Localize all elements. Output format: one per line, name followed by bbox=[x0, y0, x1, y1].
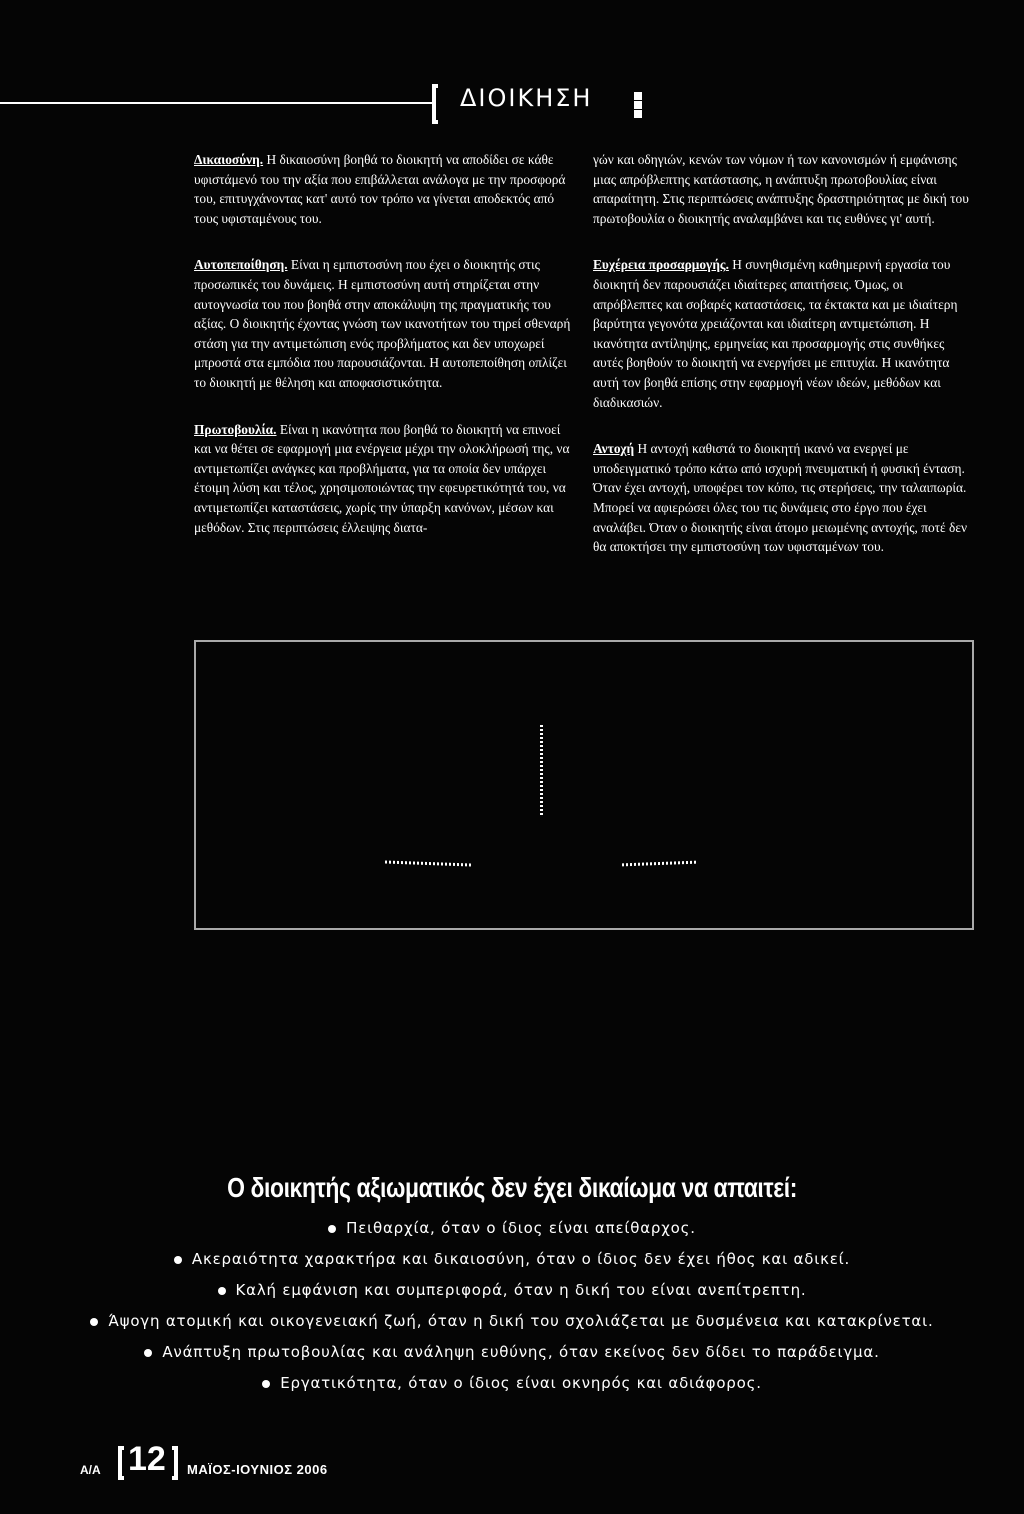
callout-title: Ο διοικητής αξιωματικός δεν έχει δικαίωμα να απαιτεί: bbox=[227, 1172, 797, 1203]
dotted-line-vertical bbox=[540, 725, 543, 815]
list-item-text: Πειθαρχία, όταν ο ίδιος είναι απείθαρχος. bbox=[346, 1219, 696, 1237]
image-frame bbox=[194, 640, 974, 930]
paragraph-term: Δικαιοσύνη. bbox=[194, 152, 264, 167]
list-item-text: Ανάπτυξη πρωτοβουλίας και ανάληψη ευθύνης, όταν εκείνος δεν δίδει το παράδειγμα. bbox=[162, 1343, 880, 1361]
paragraph-term: Αντοχή bbox=[593, 441, 635, 457]
bullet-icon bbox=[218, 1287, 226, 1295]
header-bracket-icon bbox=[432, 84, 438, 124]
section-title: ΔΙΟΙΚΗΣΗ bbox=[460, 84, 593, 112]
left-column bbox=[194, 150, 574, 564]
paragraph-text: Η αντοχή καθιστά το διοικητή ικανό να ενεργεί με υποδειγματικό τρόπο κάτω από ισχυρή πνευματική ή φυσική ένταση. Όταν έχει αντοχή, υποφέρει τον κόπο, τις στερήσεις, την ταλαιπωρία. Μπορεί να αφιερώσει όλες του τις δυνάμεις στο έργο που έχει αναλάβει. Όταν ο διοικητής είναι άτομο μειωμένης αντοχής, ποτέ δεν θα αποκτήσει την εμπιστοσύνη των υφισταμένων του. bbox=[593, 441, 968, 555]
list-item bbox=[0, 1312, 1024, 1330]
paragraph-term: Πρωτοβουλία. bbox=[194, 421, 277, 437]
footer-section: Α/Α bbox=[80, 1463, 101, 1477]
list-item-text: Ακεραιότητα χαρακτήρα και δικαιοσύνη, όταν ο ίδιος δεν έχει ήθος και αδικεί. bbox=[191, 1250, 851, 1268]
paragraph-text: Η συνηθισμένη καθημερινή εργασία του διοικητή δεν παρουσιάζει ιδιαίτερες απαιτήσεις. Όμως, οι απρόβλεπτες και σοβαρές καταστάσεις, τα έκτακτα και με ιδιαίτερη βαρύτητα γεγονότα χρειάζονται και ιδιαίτερη αντιμετώπιση. Η ικανότητα αντίληψης, ερμηνείας και προσαρμογής στις συνθήκες αυτές βοηθούν το διοικητή να ενεργήσει με επιτυχία. Η ικανότητα αυτή τον βοηθά επίσης στην εφαρμογή νέων ιδεών, μεθόδων και διαδικασιών. bbox=[593, 257, 958, 410]
page-number: 12 bbox=[128, 1440, 166, 1478]
right-column bbox=[593, 150, 973, 584]
paragraph-term: Αυτοπεποίθηση. bbox=[194, 257, 288, 273]
list-item-text: Εργατικότητα, όταν ο ίδιος είναι οκνηρός και αδιάφορος. bbox=[280, 1374, 762, 1392]
list-item bbox=[0, 1374, 1024, 1392]
list-item-text: Καλή εμφάνιση και συμπεριφορά, όταν η δική του είναι ανεπίτρεπτη. bbox=[235, 1281, 807, 1299]
footer-bracket-right-icon bbox=[172, 1446, 178, 1480]
list-item-text: Άψογη ατομική και οικογενειακή ζωή, όταν η δική του σχολιάζεται με δυσμένεια και κατακρίνεται. bbox=[108, 1312, 934, 1330]
paragraph-text: Είναι η ικανότητα που βοηθά το διοικητή να επινοεί και να θέτει σε εφαρμογή μια ενέργεια μέχρι την ολοκλήρωσή της, να αντιμετωπίζει ανάγκες και προβλήματα, για τα οποία δεν υπάρχει έτοιμη λύση και τέλος, χρησιμοποιώντας την εφευρετικότητά του, να αντιμετωπίζει καταστάσεις, χωρίς την ύπαρξη κανόνων, μέσων και μεθόδων. Στις περιπτώσεις έλλειψης διατα- bbox=[194, 421, 570, 535]
issue-date: ΜΑΪΟΣ-ΙΟΥΝΙΟΣ 2006 bbox=[187, 1462, 328, 1477]
bullet-icon bbox=[262, 1380, 270, 1388]
bullet-icon bbox=[328, 1225, 336, 1233]
paragraph bbox=[593, 150, 973, 228]
paragraph bbox=[194, 255, 574, 392]
header-rule bbox=[0, 102, 432, 104]
bullet-icon bbox=[90, 1318, 98, 1326]
list-item bbox=[0, 1281, 1024, 1299]
paragraph bbox=[194, 420, 574, 538]
list-item bbox=[0, 1250, 1024, 1268]
paragraph bbox=[593, 439, 973, 557]
paragraph-text: γών και οδηγιών, κενών των νόμων ή των κανονισμών ή εμφάνισης μιας απρόβλεπτης κατάστασης, η ανάπτυξη πρωτοβουλίας είναι απαραίτητη. Στις περιπτώσεις ανάπτυξης δραστηριότητας με δική του πρωτοβουλία ο διοικητής αναλαμβάνει και τις ευθύνες γι' αυτή. bbox=[593, 152, 969, 226]
paragraph bbox=[194, 150, 574, 228]
header-marker-icon bbox=[634, 92, 642, 118]
paragraph-term: Ευχέρεια προσαρμογής. bbox=[593, 257, 729, 273]
paragraph-text: Η δικαιοσύνη βοηθά το διοικητή να αποδίδει σε κάθε υφιστάμενό του την αξία που επιβάλλεται ανάλογα με την προσφορά του, επιτυγχάνοντας κατ' αυτό τον τρόπο να γίνεται αποδεκτός από τους υφισταμένους του. bbox=[194, 152, 566, 226]
paragraph bbox=[593, 255, 973, 412]
list-item bbox=[0, 1343, 1024, 1361]
bullet-icon bbox=[144, 1349, 152, 1357]
bullet-icon bbox=[174, 1256, 182, 1264]
footer-bracket-left-icon bbox=[118, 1446, 124, 1480]
paragraph-text: Είναι η εμπιστοσύνη που έχει ο διοικητής στις προσωπικές του δυνάμεις. Η εμπιστοσύνη αυτή στηρίζεται στην αυτογνωσία του που βοηθά στην αποκάλυψη της πραγματικής του αξίας. Ο διοικητής έχοντας γνώση των ικανοτήτων του τηρεί σθεναρή στάση για την αντιμετώπιση ενός προβλήματος και δεν υποχωρεί μπροστά στα εμπόδια που παρουσιάζονται. Η αυτοπεποίθηση οπλίζει το διοικητή με θέληση και αποφασιστικότητα. bbox=[194, 257, 571, 390]
list-item bbox=[0, 1219, 1024, 1237]
